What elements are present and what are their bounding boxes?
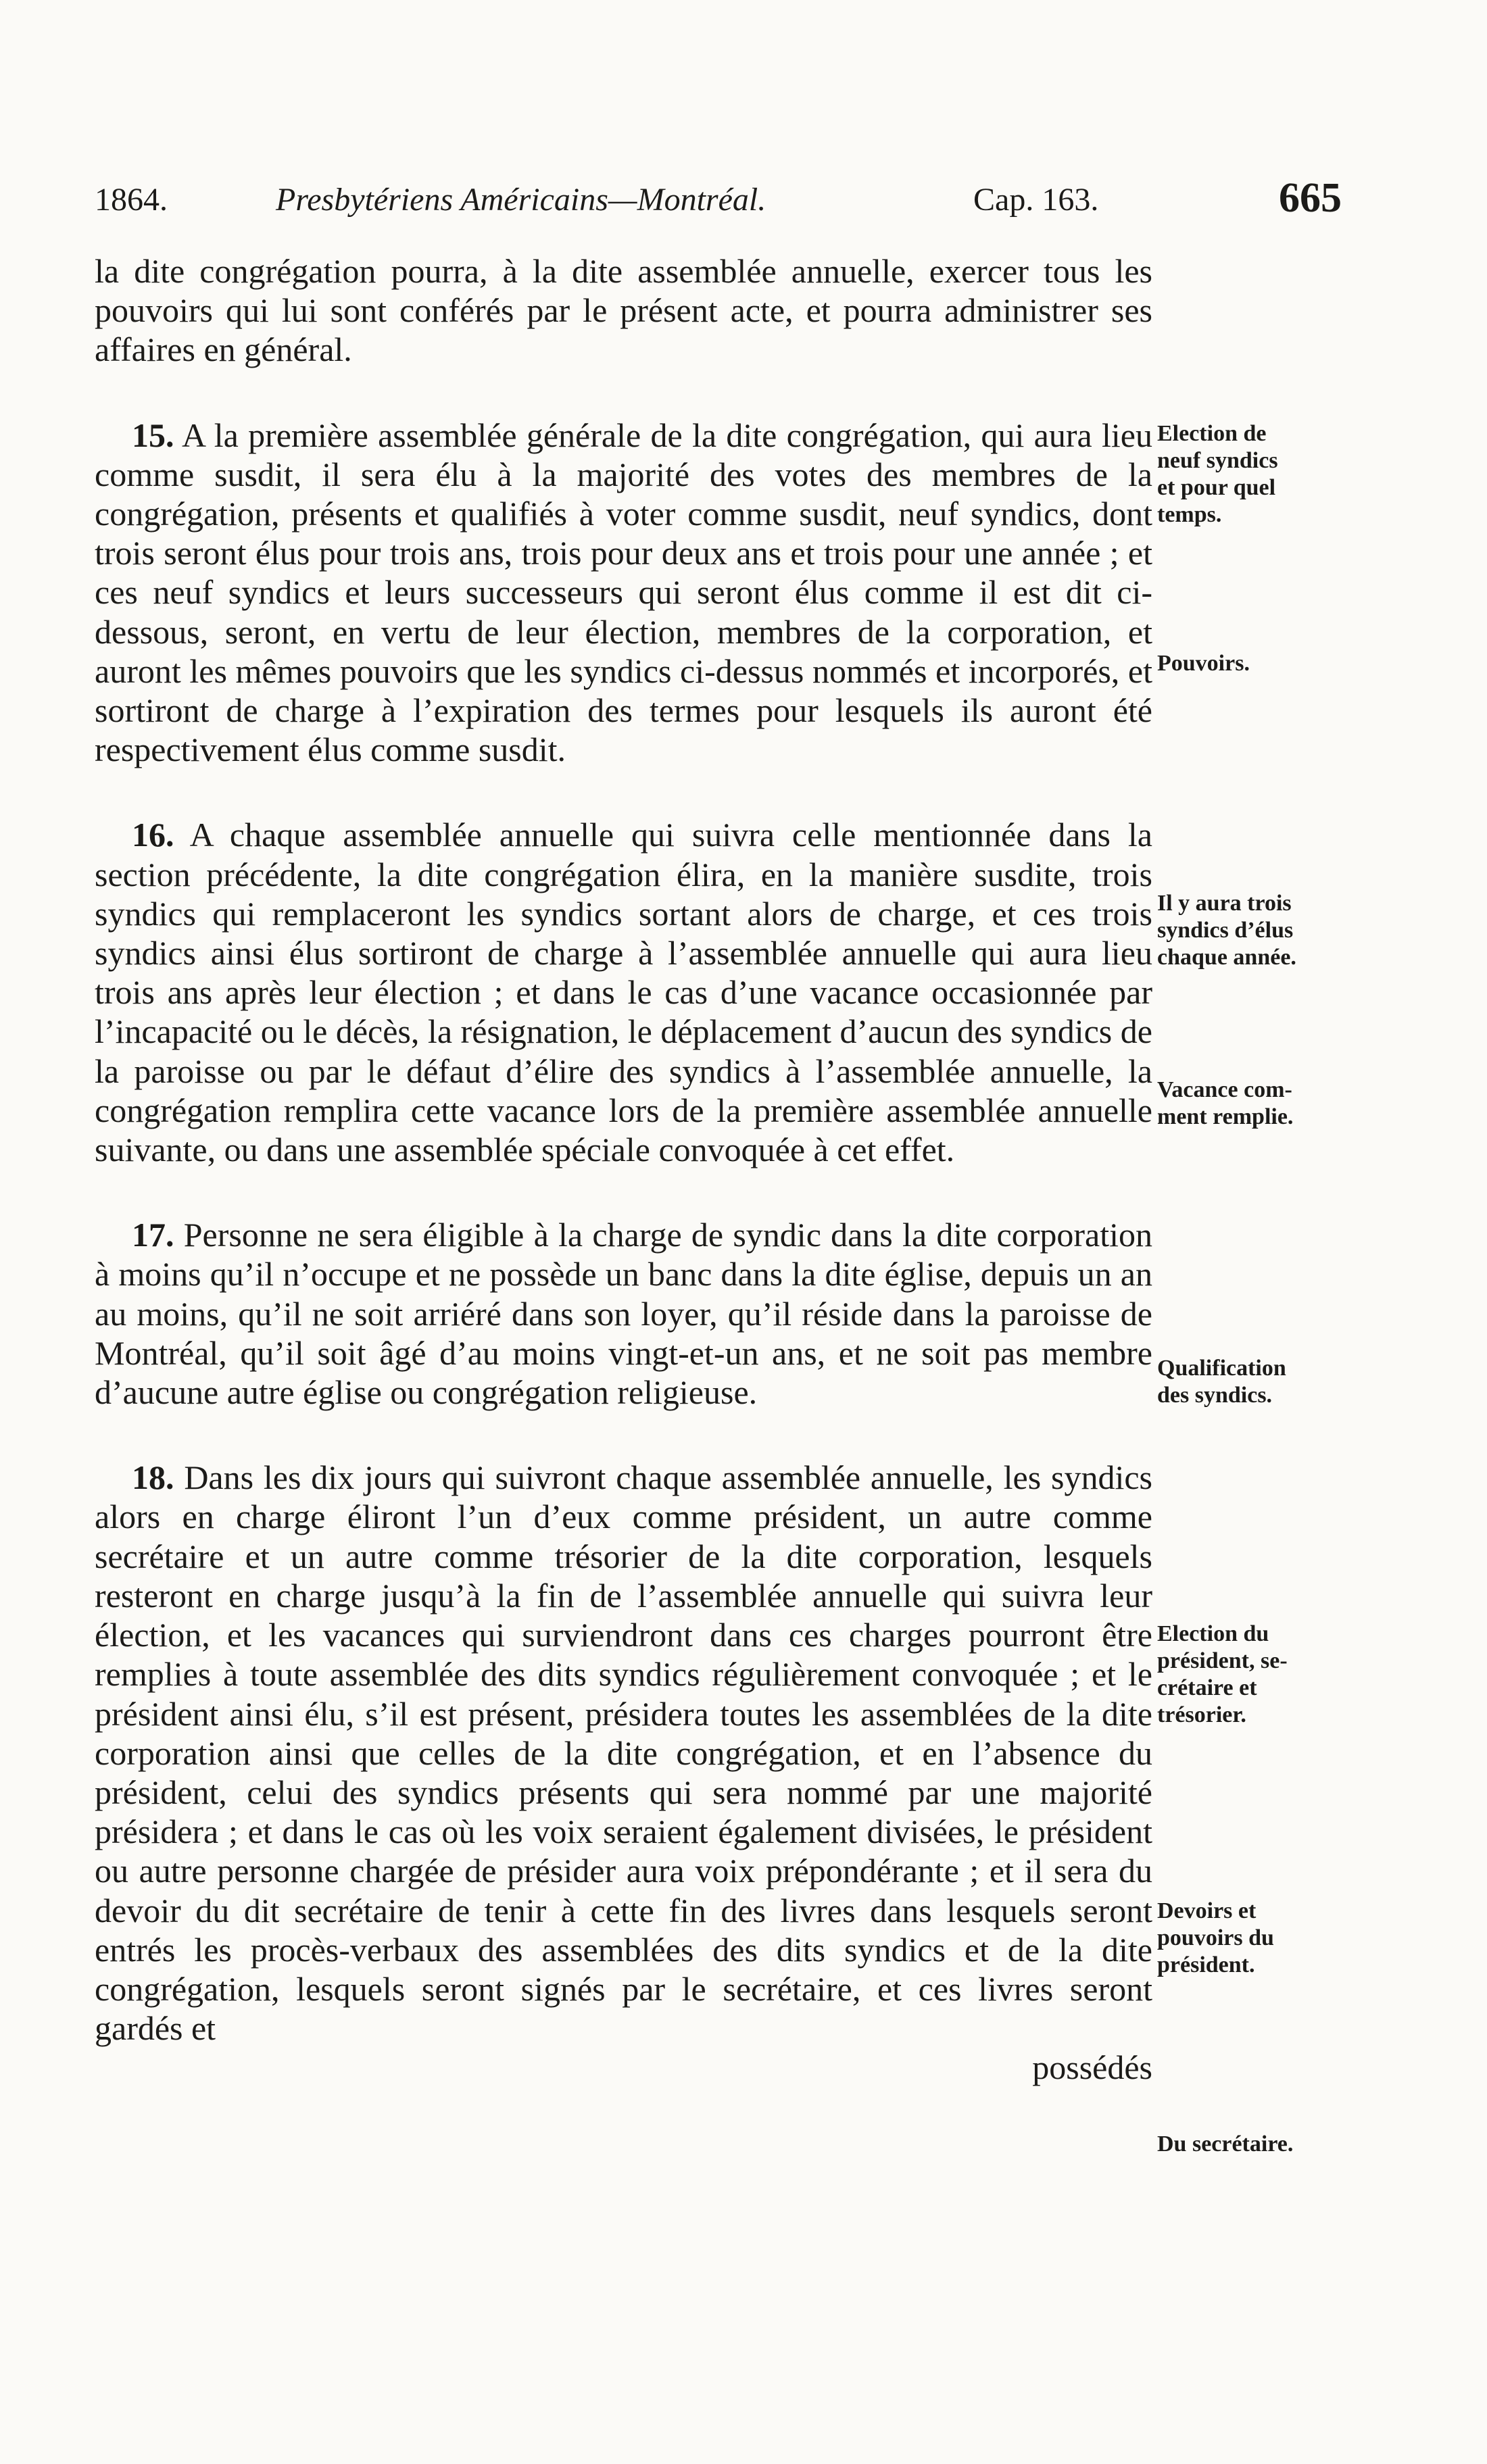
section-15 bbox=[95, 416, 1152, 770]
running-header bbox=[95, 175, 1342, 235]
margin-note-pouvoirs: Pouvoirs. bbox=[1157, 651, 1250, 676]
header-year: 1864. bbox=[95, 182, 168, 218]
paragraph-text: A la première assemblée générale de la dite congrégation, qui aura lieu comme susdit, il sera élu à la majorité des votes des membres de la congrégation, présents et qualifiés à voter comme susdit, neuf syndics, dont trois seront élus pour trois ans, trois pour deux ans et trois pour une année ; et ces neuf syndics et leurs successeurs qui seront élus comme il est dit ci-dessous, seront, en vertu de leur élection, membres de la corporation, et auront les mêmes pouvoirs que les syndics ci-dessus nommés et incorporés, et sortiront de charge à l’expiration des termes pour lesquels ils auront été respectivement élus comme susdit. bbox=[95, 416, 1152, 769]
paragraph-text: la dite congrégation pourra, à la dite assemblée annuelle, exercer tous les pouvoirs qui lui sont conférés par le présent acte, et pourra administrer ses affaires en général. bbox=[95, 252, 1152, 369]
margin-note-vacance: Vacance com- ment remplie. bbox=[1157, 1077, 1294, 1129]
catchword-line: possédés bbox=[1032, 2048, 1152, 2087]
margin-note-election-syndics: Election de neuf syndics et pour quel temps. bbox=[1157, 421, 1278, 527]
section-number: 18. bbox=[132, 1458, 174, 1497]
header-title: Presbytériens Américains—Montréal. bbox=[276, 182, 766, 218]
margin-note-devoirs-president: Devoirs et pouvoirs du président. bbox=[1157, 1898, 1274, 1977]
margin-note-trois-syndics: Il y aura trois syndics d’élus chaque année. bbox=[1157, 891, 1296, 970]
paragraph-continuation bbox=[95, 251, 1152, 370]
section-number: 16. bbox=[132, 816, 174, 854]
margin-note-qualification: Qualification des syndics. bbox=[1157, 1356, 1286, 1408]
margin-note-election-president: Election du président, se- crétaire et trésorier. bbox=[1157, 1621, 1288, 1727]
section-number: 17. bbox=[132, 1216, 174, 1254]
page-number: 665 bbox=[1279, 175, 1342, 221]
main-text bbox=[95, 251, 1152, 2088]
section-16 bbox=[95, 815, 1152, 1169]
margin-note-secretaire: Du secrétaire. bbox=[1157, 2132, 1294, 2157]
paragraph-text: A chaque assemblée annuelle qui suivra celle mentionnée dans la section précédente, la dite congrégation élira, en la manière susdite, trois syndics qui remplaceront les syndics sortant alors de charge, et ces trois syndics ainsi élus sortiront de charge à l’assemblée annuelle qui aura lieu trois ans après leur élection ; et dans le cas d’une vacance occasionnée par l’incapacité ou le décès, la résignation, le déplacement d’aucun des syndics de la paroisse ou par le défaut d’élire des syndics à l’assemblée annuelle, la congrégation remplira cette vacance lors de la première assemblée annuelle suivante, ou dans une assemblée spéciale convoquée à cet effet. bbox=[95, 816, 1152, 1169]
paragraph-text: Dans les dix jours qui suivront chaque assemblée annuelle, les syndics alors en charge éliront l’un d’eux comme président, un autre comme secrétaire et un autre comme trésorier de la dite corporation, lesquels resteront en charge jusqu’à la fin de l’assemblée annuelle qui suivra leur élection, et les vacances qui surviendront dans ces charges pourront être remplies à toute assemblée des dits syndics régulièrement convoquée ; et le président ainsi élu, s’il est présent, présidera toutes les assemblées de la dite corporation ainsi que celles de la dite congrégation, et en l’absence du président, celui des syndics présents qui sera nommé par une majorité présidera ; et dans le cas où les voix seraient également divisées, le président ou autre personne chargée de présider aura voix prépondérante ; et il sera du devoir du dit secrétaire de tenir à cette fin des livres dans lesquels seront entrés les procès-verbaux des assemblées des dits syndics et de la dite congrégation, lesquels seront signés par le secrétaire, et ces livres seront gardés et bbox=[95, 1458, 1152, 2048]
section-number: 15. bbox=[132, 416, 174, 454]
header-chapter: Cap. 163. bbox=[973, 182, 1099, 218]
section-17 bbox=[95, 1215, 1152, 1412]
section-18 bbox=[95, 1458, 1152, 2048]
paragraph-text: Personne ne sera éligible à la charge de syndic dans la dite corporation à moins qu’il n’occupe et ne possède un banc dans la dite église, depuis un an au moins, qu’il ne soit arriéré dans son loyer, qu’il réside dans la paroisse de Montréal, qu’il soit âgé d’au moins vingt-et-un ans, et ne soit pas membre d’aucune autre église ou congrégation religieuse. bbox=[95, 1216, 1152, 1412]
